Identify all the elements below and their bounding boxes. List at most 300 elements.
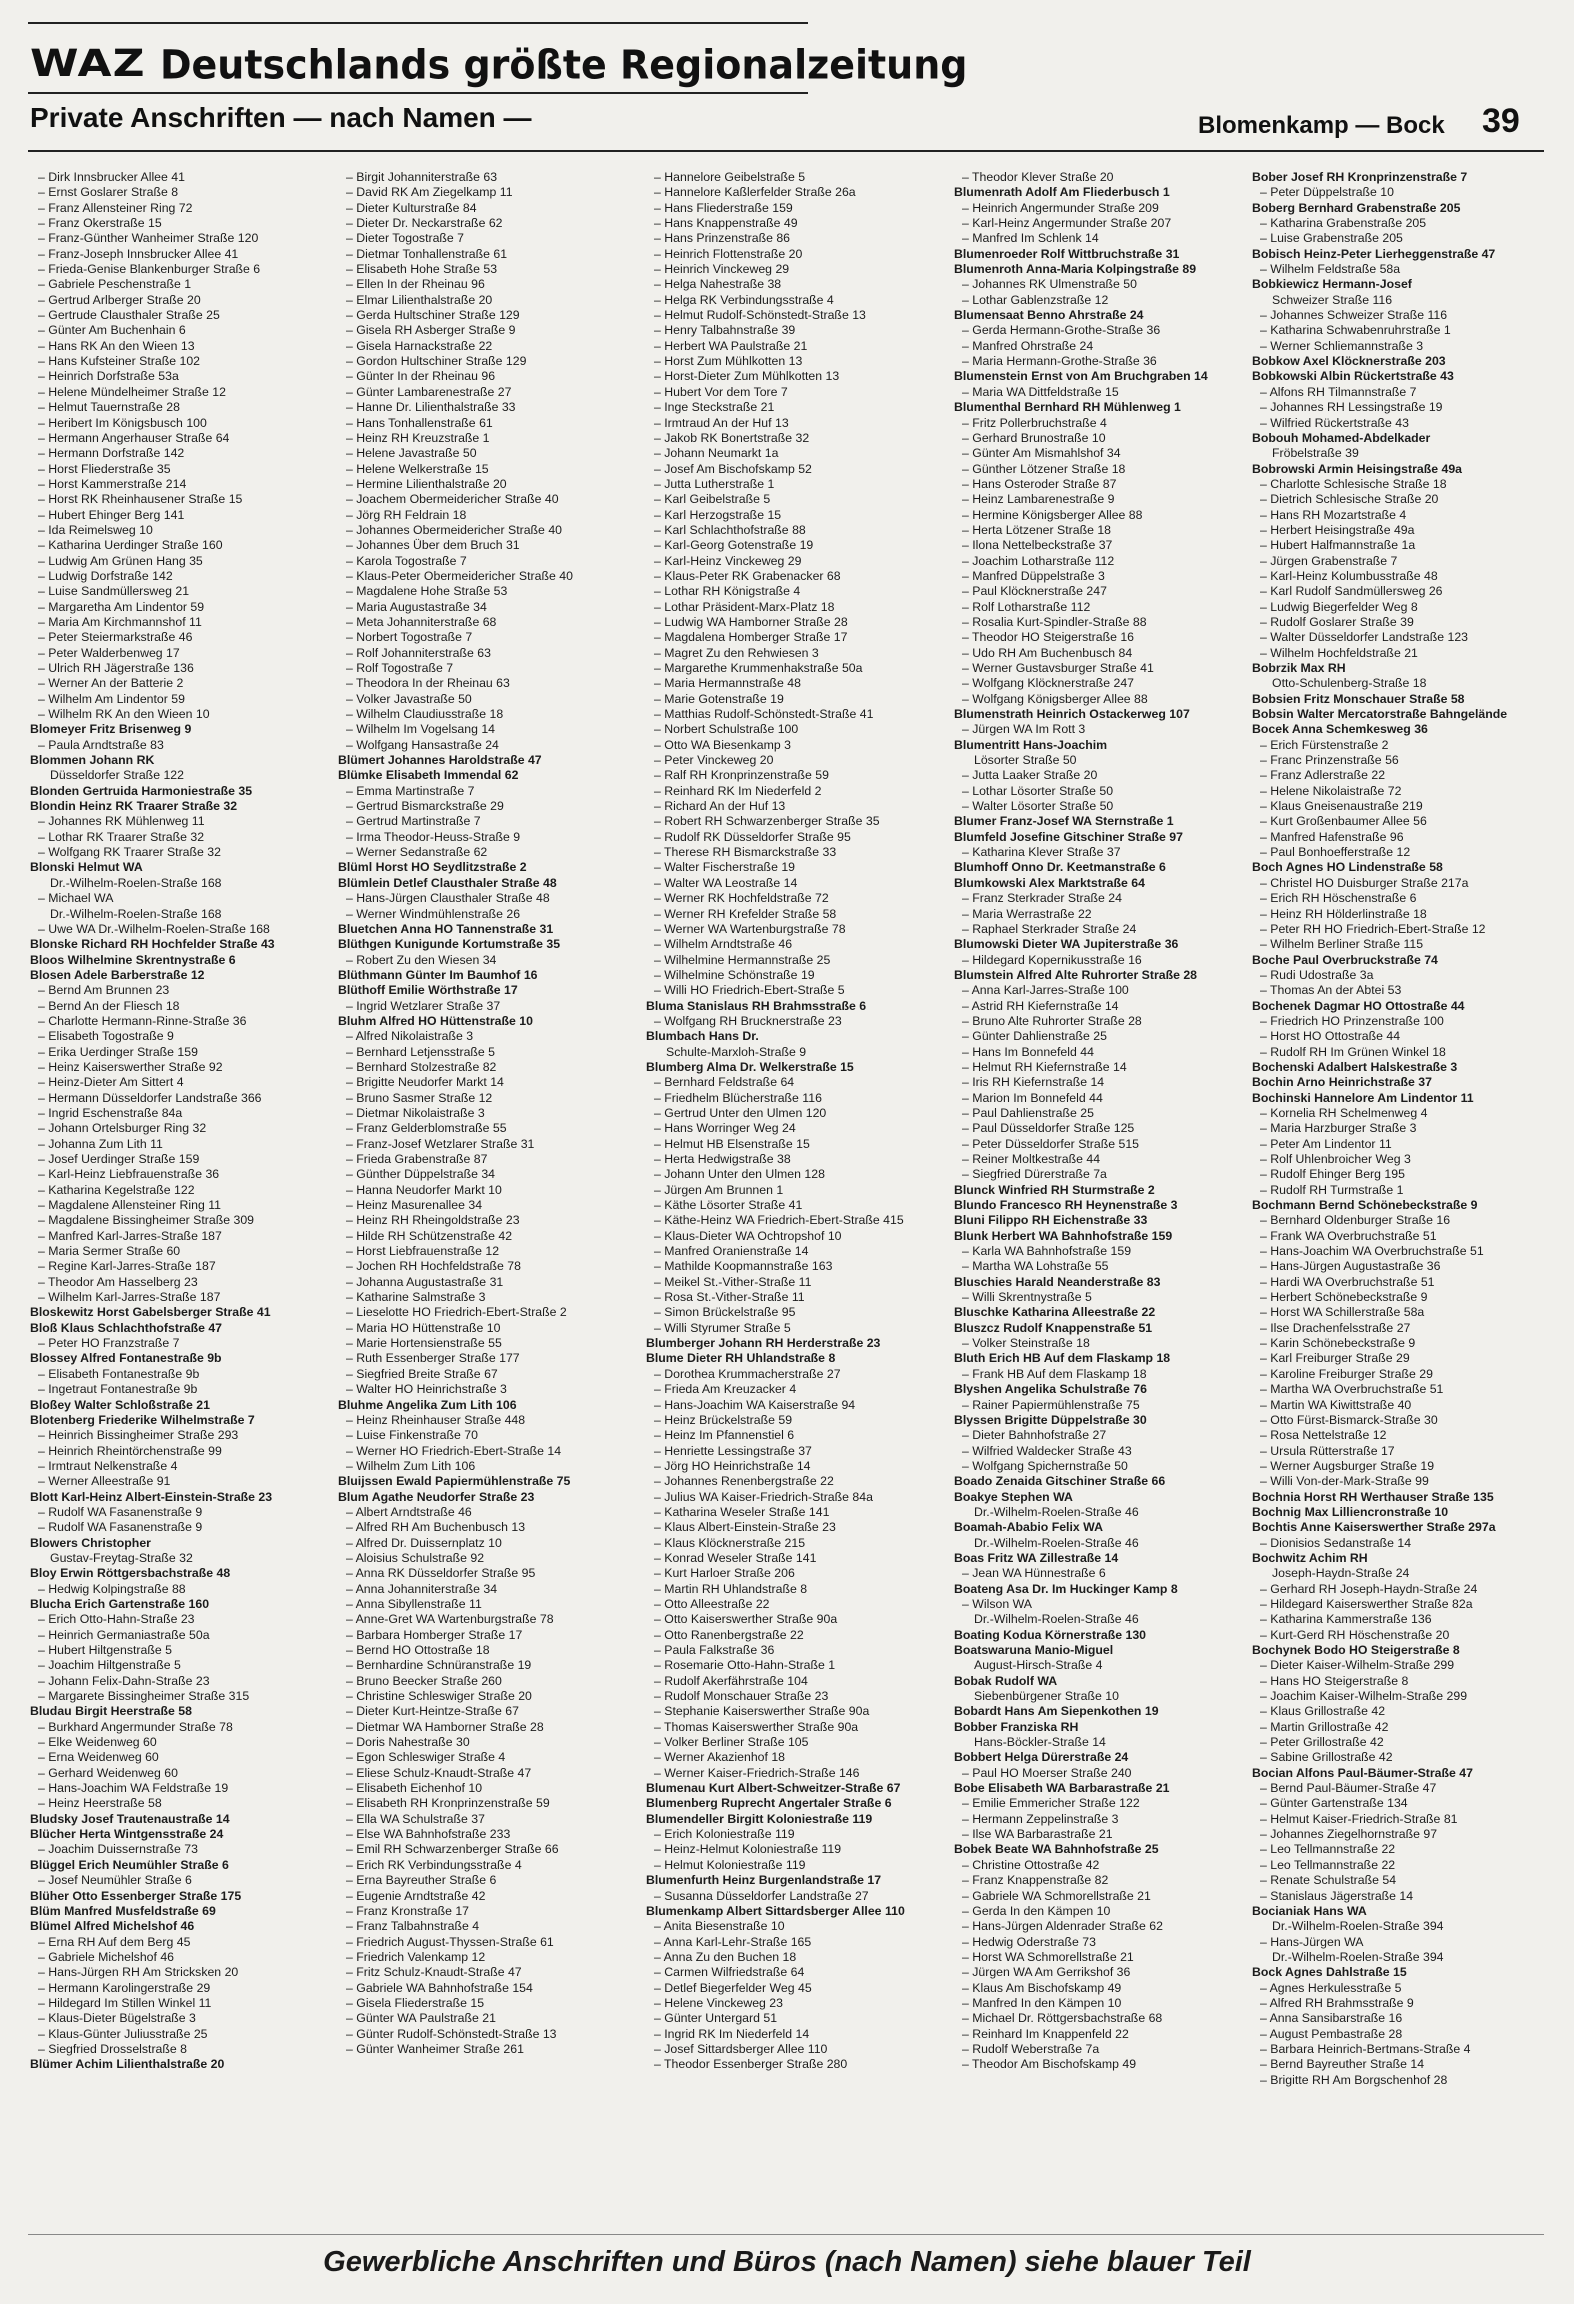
listing-entry: – Bernhardine Schnüranstraße 19: [346, 1658, 532, 1673]
listing-entry: Blüm Manfred Musfeldstraße 69: [30, 1903, 216, 1918]
listing-entry: – Hilde RH Schützenstraße 42: [346, 1228, 513, 1243]
listing-entry: – Franz Sterkrader Straße 24: [962, 891, 1122, 906]
listing-entry: – Joachem Obermeidericher Straße 40: [346, 492, 559, 507]
listing-entry: Bochnig Max Lilliencronstraße 10: [1252, 1504, 1449, 1519]
listing-entry: – Elisabeth Togostraße 9: [38, 1029, 174, 1044]
listing-entry: Boado Zenaida Gitschiner Straße 66: [954, 1474, 1166, 1489]
listing-entry: – Christel HO Duisburger Straße 217a: [1260, 875, 1469, 890]
listing-entry: – Jochen RH Hochfeldstraße 78: [346, 1259, 521, 1274]
listing-entry: – Günter Dahlienstraße 25: [962, 1029, 1107, 1044]
listing-entry: – Dietmar Nikolaistraße 3: [346, 1105, 485, 1120]
listing-entry: – Günter In der Rheinau 96: [346, 369, 496, 384]
header-rule: [28, 150, 1544, 152]
listing-entry: – Franz Okerstraße 15: [38, 216, 162, 231]
listing-entry: – Irma Theodor-Heuss-Straße 9: [346, 829, 521, 844]
listing-entry: Blyshen Angelika Schulstraße 76: [954, 1382, 1147, 1397]
listing-entry: – Dieter Togostraße 7: [346, 231, 465, 246]
listing-entry: – Hermann Dorfstraße 142: [38, 446, 185, 461]
listing-entry: – Jakob RK Bonertstraße 32: [654, 430, 810, 445]
listing-entry: – Alfred RH Brahmsstraße 9: [1260, 1995, 1414, 2010]
listing-entry: – Anna Karl-Jarres-Straße 100: [962, 983, 1129, 998]
listing-entry: – Fritz Schulz-Knaudt-Straße 47: [346, 1965, 522, 1980]
listing-entry: Boating Kodua Körnerstraße 130: [954, 1627, 1147, 1642]
section-title: Private Anschriften — nach Namen —: [30, 102, 532, 133]
listing-entry: – Ernst Goslarer Straße 8: [38, 185, 179, 200]
listing-entry: – Hans-Joachim WA Kaiserstraße 94: [654, 1397, 856, 1412]
listing-entry: Bludsky Josef Trautenaustraße 14: [30, 1811, 230, 1826]
listing-entry: – Peter HO Franzstraße 7: [38, 1336, 180, 1351]
listing-entry: – Karoline Freiburger Straße 29: [1260, 1366, 1433, 1381]
listing-entry: – Henry Talbahnstraße 39: [654, 323, 796, 338]
listing-entry: August-Hirsch-Straße 4: [974, 1658, 1103, 1673]
listing-entry: – Rudolf WA Fasanenstraße 9: [38, 1520, 203, 1535]
listing-entry: Dr.-Wilhelm-Roelen-Straße 46: [974, 1535, 1139, 1550]
listing-entry: Bochin Arno Heinrichstraße 37: [1252, 1075, 1432, 1090]
listing-entry: Blott Karl-Heinz Albert-Einstein-Straße 23: [30, 1489, 273, 1504]
listing-entry: – Rudi Udostraße 3a: [1260, 967, 1374, 982]
listing-entry: – Helmut RH Kiefernstraße 14: [962, 1059, 1127, 1074]
listing-entry: – Maria Werrastraße 22: [962, 906, 1092, 921]
listing-entry: – Christine Ottostraße 42: [962, 1857, 1100, 1872]
listing-entry: – Walter WA Leostraße 14: [654, 875, 798, 890]
listing-entry: – Stephanie Kaiserswerther Straße 90a: [654, 1704, 870, 1719]
listing-entry: – Wilhelm Hochfeldstraße 21: [1260, 645, 1418, 660]
listing-entry: Blossey Alfred Fontanestraße 9b: [30, 1351, 222, 1366]
listing-entry: Blumstein Alfred Alte Ruhrorter Straße 28: [954, 967, 1198, 982]
listing-entry: – Joachim Duissernstraße 73: [38, 1842, 198, 1857]
listing-entry: – Rainer Papiermühlenstraße 75: [962, 1397, 1140, 1412]
listing-entry: – Wilhelm Zum Lith 106: [346, 1458, 476, 1473]
listing-entry: – Fritz Pollerbruchstraße 4: [962, 415, 1107, 430]
listing-entry: Bloßey Walter Schloßstraße 21: [30, 1397, 210, 1412]
listing-entry: – Hans Tonhallenstraße 61: [346, 415, 493, 430]
listing-entry: – Rudolf RK Düsseldorfer Straße 95: [654, 829, 851, 844]
listing-entry: – Emma Martinstraße 7: [346, 783, 475, 798]
listing-entry: Blumentritt Hans-Joachim: [954, 737, 1108, 752]
listing-entry: – Hubert Halfmannstraße 1a: [1260, 538, 1416, 553]
listing-entry: – Brigitte RH Am Borgschenhof 28: [1260, 2072, 1448, 2087]
listing-entry: – Karl Herzogstraße 15: [654, 507, 782, 522]
listing-entry: – Hans-Jürgen Clausthaler Straße 48: [346, 891, 550, 906]
listing-entry: – Rudolf RH Turmstraße 1: [1260, 1182, 1404, 1197]
listing-entry: – Marie Gotenstraße 19: [654, 691, 784, 706]
listing-entry: – Katharina Uerdinger Straße 160: [38, 538, 223, 553]
listing-entry: Blondin Heinz RK Traarer Straße 32: [30, 799, 238, 814]
listing-entry: – Thomas Kaiserswerther Straße 90a: [654, 1719, 859, 1734]
listing-entry: – Gertrud Martinstraße 7: [346, 814, 481, 829]
listing-entry: – Jutta Lutherstraße 1: [654, 476, 775, 491]
listing-entry: – Manfred Im Schlenk 14: [962, 231, 1099, 246]
listing-entry: – Joachim Hiltgenstraße 5: [38, 1658, 181, 1673]
listing-entry: – Franz Talbahnstraße 4: [346, 1919, 480, 1934]
listing-entry: – Anna RK Düsseldorfer Straße 95: [346, 1566, 536, 1581]
listing-entry: – Bernhard Letjensstraße 5: [346, 1044, 496, 1059]
listing-entry: – Ilse Drachenfelsstraße 27: [1260, 1320, 1411, 1335]
listing-entry: – Wolfgang Klöcknerstraße 247: [962, 676, 1135, 691]
listing-entry: – Bernhard Feldstraße 64: [654, 1075, 795, 1090]
listing-entry: – Walter HO Heinrichstraße 3: [346, 1382, 507, 1397]
listing-entry: Blumenstein Ernst von Am Bruchgraben 14: [954, 369, 1208, 384]
listing-entry: Blonden Gertruida Harmoniestraße 35: [30, 783, 253, 798]
listing-entry: Bluschke Katharina Alleestraße 22: [954, 1305, 1156, 1320]
listing-entry: – Ludwig Am Grünen Hang 35: [38, 553, 203, 568]
listing-entry: – Werner Sedanstraße 62: [346, 845, 488, 860]
listing-entry: – Horst Kammerstraße 214: [38, 476, 187, 491]
listing-entry: – Werner RH Krefelder Straße 58: [654, 906, 837, 921]
listing-entry: – Siegfried Drosselstraße 8: [38, 2041, 187, 2056]
listing-entry: – Michael WA: [38, 891, 114, 906]
listing-entry: – Magdalena Homberger Straße 17: [654, 630, 848, 645]
listing-entry: – Klaus Albert-Einstein-Straße 23: [654, 1520, 836, 1535]
listing-entry: – Hans Prinzenstraße 86: [654, 231, 791, 246]
listing-entry: – Peter RH HO Friedrich-Ebert-Straße 12: [1260, 921, 1486, 936]
listing-entry: Bocian Alfons Paul-Bäumer-Straße 47: [1252, 1765, 1473, 1780]
listing-entry: – Willi Skrentnystraße 5: [962, 1290, 1092, 1305]
listing-entry: – Erich RH Höschenstraße 6: [1260, 891, 1417, 906]
listing-entry: – Gisela RH Asberger Straße 9: [346, 323, 516, 338]
listing-entry: Dr.-Wilhelm-Roelen-Straße 168: [50, 875, 222, 890]
listing-entry: Blüthmann Günter Im Baumhof 16: [338, 967, 538, 982]
listing-entry: – Franz Kronstraße 17: [346, 1903, 470, 1918]
listing-entry: – Charlotte Schlesische Straße 18: [1260, 476, 1447, 491]
listing-entry: – Rosa Nettelstraße 12: [1260, 1428, 1387, 1443]
listing-entry: – Heinrich Bissingheimer Straße 293: [38, 1428, 239, 1443]
listing-entry: – Ilona Nettelbeckstraße 37: [962, 538, 1113, 553]
listing-entry: – Paul HO Moerser Straße 240: [962, 1765, 1132, 1780]
listing-entry: – Simon Brückelstraße 95: [654, 1305, 796, 1320]
listing-entry: – Ludwig Biegerfelder Weg 8: [1260, 599, 1418, 614]
listing-entry: – Karl Freiburger Straße 29: [1260, 1351, 1410, 1366]
listing-entry: Blosen Adele Barberstraße 12: [30, 967, 205, 982]
listing-entry: – Gertrud Arlberger Straße 20: [38, 292, 201, 307]
listing-entry: – Hanne Dr. Lilienthalstraße 33: [346, 400, 516, 415]
listing-entry: Blumberg Alma Dr. Welkerstraße 15: [646, 1059, 854, 1074]
listing-entry: – Egon Schleswiger Straße 4: [346, 1750, 506, 1765]
listing-entry: – Albert Arndtstraße 46: [346, 1504, 472, 1519]
listing-entry: – Charlotte Hermann-Rinne-Straße 36: [38, 1013, 247, 1028]
listing-entry: – Heinz RH Kreuzstraße 1: [346, 430, 490, 445]
listing-entry: – Karla WA Bahnhofstraße 159: [962, 1244, 1132, 1259]
listing-entry: – Heinrich Dorfstraße 53a: [38, 369, 179, 384]
listing-entry: – Anita Biesenstraße 10: [654, 1919, 785, 1934]
listing-entry: – Gerda Hermann-Grothe-Straße 36: [962, 323, 1161, 338]
listing-entry: Boberg Bernhard Grabenstraße 205: [1252, 200, 1461, 215]
listing-entry: Blumfeld Josefine Gitschiner Straße 97: [954, 829, 1183, 844]
listing-entry: – Günter Untergard 51: [654, 2011, 778, 2026]
listing-entry: – Else WA Bahnhofstraße 233: [346, 1827, 511, 1842]
listing-entry: – Magdalene Bissingheimer Straße 309: [38, 1213, 255, 1228]
listing-entry: Blomeyer Fritz Brisenweg 9: [30, 722, 192, 737]
listing-entry: Boatswaruna Manio-Miguel: [954, 1643, 1114, 1657]
listing-entry: – Manfred Hafenstraße 96: [1260, 829, 1404, 844]
listing-entry: – Meta Johanniterstraße 68: [346, 614, 497, 629]
listing-entry: – Günter Gartenstraße 134: [1260, 1796, 1408, 1811]
listing-entry: – Christine Schleswiger Straße 20: [346, 1689, 532, 1704]
listing-entry: – Jürgen WA Am Gerrikshof 36: [962, 1965, 1131, 1980]
listing-entry: – Wilhelm Feldstraße 58a: [1260, 262, 1401, 277]
listing-entry: Blumberger Johann RH Herderstraße 23: [646, 1336, 881, 1351]
listing-entry: – Hanna Neudorfer Markt 10: [346, 1182, 502, 1197]
listing-entry: – Helmut Rudolf-Schönstedt-Straße 13: [654, 308, 866, 323]
listing-entry: – Kurt Harloer Straße 206: [654, 1566, 795, 1581]
listing-entry: Schulte-Marxloh-Straße 9: [666, 1044, 807, 1059]
top-rule: [28, 22, 808, 24]
listing-entry: – Josef Uerdinger Straße 159: [38, 1152, 200, 1166]
listing-entry: – Doris Nahestraße 30: [346, 1735, 470, 1750]
listing-entry: – Frieda Grabenstraße 87: [346, 1152, 488, 1166]
listing-entry: – Anna Zu den Buchen 18: [654, 1949, 797, 1964]
listing-entry: Bochnia Horst RH Werthauser Straße 135: [1252, 1489, 1494, 1504]
listing-entry: Dr.-Wilhelm-Roelen-Straße 394: [1272, 1949, 1444, 1964]
listing-entry: – Katharina Weseler Straße 141: [654, 1504, 830, 1519]
listing-entry: – Alfred Nikolaistraße 3: [346, 1029, 474, 1044]
listing-entry: – Siegfried Breite Straße 67: [346, 1366, 498, 1381]
listing-entry: Bobek Beate WA Bahnhofstraße 25: [954, 1842, 1159, 1857]
listing-column-4: [954, 170, 1236, 2230]
listing-entry: Hans-Böckler-Straße 14: [974, 1735, 1106, 1750]
listing-entry: Blüthoff Emilie Wörthstraße 17: [338, 983, 518, 998]
listing-entry: – Peter Walderbenweg 17: [38, 645, 180, 660]
listing-entry: – Dionisios Sedanstraße 14: [1260, 1535, 1412, 1550]
listing-entry: Bloos Wilhelmine Skrentnystraße 6: [30, 952, 236, 967]
listing-entry: – Iris RH Kiefernstraße 14: [962, 1075, 1105, 1090]
listing-entry: Bluetchen Anna HO Tannenstraße 31: [338, 921, 554, 936]
listing-entry: – Hermann Düsseldorfer Landstraße 366: [38, 1090, 262, 1105]
listing-column-2: [338, 170, 620, 2230]
listing-entry: – Thomas An der Abtei 53: [1260, 983, 1402, 998]
listing-entry: Boche Paul Overbruckstraße 74: [1252, 952, 1438, 967]
listing-entry: – Paul Düsseldorfer Straße 125: [962, 1121, 1135, 1136]
listing-entry: – Erich Otto-Hahn-Straße 23: [38, 1612, 195, 1627]
listing-entry: – Reinhard RK Im Niederfeld 2: [654, 783, 822, 798]
listing-entry: – Walter Lösorter Straße 50: [962, 799, 1114, 814]
listing-entry: – August Pembastraße 28: [1260, 2026, 1403, 2041]
listing-entry: – Rudolf RH Im Grünen Winkel 18: [1260, 1044, 1446, 1059]
listing-entry: – Wilhelm Am Lindentor 59: [38, 691, 185, 706]
listing-entry: Boch Agnes HO Lindenstraße 58: [1252, 860, 1443, 875]
listing-entry: – Otto Ranenbergstraße 22: [654, 1627, 804, 1642]
listing-entry: Bobe Elisabeth WA Barbarastraße 21: [954, 1781, 1170, 1796]
listing-entry: – Matthias Rudolf-Schönstedt-Straße 41: [654, 707, 874, 722]
listing-entry: – Hans Knappenstraße 49: [654, 216, 798, 231]
listing-entry: – Erika Uerdinger Straße 159: [38, 1044, 198, 1059]
listing-entry: – Karl-Heinz Angermunder Straße 207: [962, 216, 1172, 231]
listing-entry: – Inge Steckstraße 21: [654, 400, 775, 415]
listing-entry: Bobouh Mohamed-Abdelkader: [1252, 430, 1431, 445]
listing-entry: – Dieter Kulturstraße 84: [346, 200, 477, 215]
listing-entry: – Elmar Lilienthalstraße 20: [346, 292, 493, 307]
listing-entry: – Raphael Sterkrader Straße 24: [962, 921, 1137, 936]
listing-entry: Blümke Elisabeth Immendal 62: [338, 768, 519, 783]
listing-entry: – Hermine Lilienthalstraße 20: [346, 476, 507, 491]
listing-entry: Blumendeller Birgitt Koloniestraße 119: [646, 1811, 873, 1826]
listing-entry: – Gerhard RH Joseph-Haydn-Straße 24: [1260, 1581, 1478, 1596]
listing-entry: – Wilson WA: [962, 1596, 1032, 1611]
listing-entry: – Dietmar WA Hamborner Straße 28: [346, 1719, 544, 1734]
listing-entry: – Peter Grillostraße 42: [1260, 1735, 1384, 1750]
listing-entry: – Alfred Dr. Duissernplatz 10: [346, 1535, 502, 1550]
listing-entry: – Günther Düppelstraße 34: [346, 1167, 496, 1182]
listing-entry: – Heinrich Vinckeweg 29: [654, 262, 790, 277]
listing-entry: – Heinz Rheinhauser Straße 448: [346, 1412, 526, 1427]
listing-entry: – Gerhard Brunostraße 10: [962, 430, 1106, 445]
listing-entry: – Heinrich Rheintörchenstraße 99: [38, 1443, 222, 1458]
listing-entry: – Meikel St.-Vither-Straße 11: [654, 1274, 812, 1289]
listing-entry: – Lothar RK Traarer Straße 32: [38, 829, 205, 844]
listing-entry: – Johannes Über dem Bruch 31: [346, 538, 520, 553]
listing-entry: – Theodor Am Hasselberg 23: [38, 1274, 198, 1289]
listing-entry: – Manfred Oranienstraße 14: [654, 1244, 809, 1259]
listing-entry: – Ella WA Schulstraße 37: [346, 1811, 485, 1826]
listing-entry: – Karl-Heinz Vinckeweg 29: [654, 553, 802, 568]
listing-entry: – Manfred In den Kämpen 10: [962, 1995, 1122, 2010]
listing-entry: Bluth Erich HB Auf dem Flaskamp 18: [954, 1351, 1171, 1366]
page-number: 39: [1482, 102, 1520, 140]
listing-entry: – Horst Zum Mühlkotten 13: [654, 354, 803, 369]
listing-entry: – Martha WA Lohstraße 55: [962, 1259, 1109, 1274]
listing-entry: – Heinz RH Hölderlinstraße 18: [1260, 906, 1427, 921]
listing-entry: Bloy Erwin Röttgersbachstraße 48: [30, 1566, 231, 1581]
listing-entry: Blonske Richard RH Hochfelder Straße 43: [30, 937, 275, 952]
listing-entry: – Hans Kufsteiner Straße 102: [38, 354, 200, 369]
listing-entry: Blumer Franz-Josef WA Sternstraße 1: [954, 814, 1174, 829]
listing-entry: – Uwe WA Dr.-Wilhelm-Roelen-Straße 168: [38, 921, 270, 936]
listing-columns: [30, 170, 1544, 2230]
listing-entry: – Johannes Ziegelhornstraße 97: [1260, 1827, 1438, 1842]
listing-entry: – Johanna Zum Lith 11: [38, 1136, 163, 1151]
listing-entry: – Klaus Gneisenaustraße 219: [1260, 799, 1423, 814]
listing-entry: – Klaus Am Bischofskamp 49: [962, 1980, 1122, 1995]
listing-entry: – Gertrud Bismarckstraße 29: [346, 799, 504, 814]
listing-entry: – Peter Düsseldorfer Straße 515: [962, 1136, 1140, 1151]
listing-entry: – Anna Karl-Lehr-Straße 165: [654, 1934, 812, 1949]
listing-entry: – Werner Augsburger Straße 19: [1260, 1458, 1435, 1473]
listing-entry: Blüggel Erich Neumühler Straße 6: [30, 1857, 229, 1872]
listing-entry: – Robert Zu den Wiesen 34: [346, 952, 497, 967]
listing-entry: – Heribert Im Königsbusch 100: [38, 415, 207, 430]
listing-entry: – Theodor HO Steigerstraße 16: [962, 630, 1135, 645]
listing-entry: – Karin Schönebeckstraße 9: [1260, 1336, 1416, 1351]
listing-entry: – Siegfried Dürerstraße 7a: [962, 1167, 1107, 1182]
listing-entry: – Lothar RH Königstraße 4: [654, 584, 801, 599]
listing-entry: – Paul Bonhoefferstraße 12: [1260, 845, 1411, 860]
masthead-claim: Deutschlands größte Regionalzeitung: [159, 41, 968, 89]
listing-entry: – Ilse WA Barbarastraße 21: [962, 1827, 1113, 1842]
listing-entry: – Günter Lambarenestraße 27: [346, 384, 512, 399]
listing-entry: – Otto Alleestraße 22: [654, 1596, 770, 1611]
listing-entry: – Werner Gustavsburger Straße 41: [962, 661, 1154, 675]
listing-entry: Blüthgen Kunigunde Kortumstraße 35: [338, 937, 561, 952]
listing-entry: – Regine Karl-Jarres-Straße 187: [38, 1259, 216, 1274]
listing-entry: Bochmann Bernd Schönebeckstraße 9: [1252, 1198, 1478, 1213]
listing-entry: Blumenfurth Heinz Burgenlandstraße 17: [646, 1873, 882, 1888]
listing-entry: – Robert RH Schwarzenberger Straße 35: [654, 814, 880, 829]
listing-entry: – Marie Hortensienstraße 55: [346, 1336, 502, 1351]
listing-entry: Blonski Helmut WA: [30, 860, 143, 875]
listing-entry: – Dieter Kurt-Heintze-Straße 67: [346, 1704, 519, 1719]
listing-entry: Bocek Anna Schemkesweg 36: [1252, 722, 1428, 737]
listing-entry: – Klaus-Dieter WA Ochtropshof 10: [654, 1228, 842, 1243]
listing-entry: – Hans-Joachim WA Overbruchstraße 51: [1260, 1244, 1484, 1259]
listing-entry: Blundo Francesco RH Heynenstraße 3: [954, 1198, 1178, 1213]
listing-entry: – Kurt Großenbaumer Allee 56: [1260, 814, 1427, 829]
listing-entry: – Aloisius Schulstraße 92: [346, 1550, 485, 1565]
listing-entry: – Rolf Lotharstraße 112: [962, 599, 1091, 614]
listing-entry: – Bernhard Stolzestraße 82: [346, 1059, 497, 1074]
listing-entry: – Gabriele Michelshof 46: [38, 1949, 175, 1964]
listing-entry: – Wilhelm Claudiusstraße 18: [346, 707, 504, 722]
listing-entry: – Dietmar Tonhallenstraße 61: [346, 246, 508, 261]
listing-entry: – Margaretha Am Lindentor 59: [38, 599, 205, 614]
listing-entry: Bobsin Walter Mercatorstraße Bahngelände: [1252, 707, 1508, 722]
listing-entry: – Hardi WA Overbruchstraße 51: [1260, 1274, 1435, 1289]
listing-entry: Blunk Herbert WA Bahnhofstraße 159: [954, 1228, 1173, 1243]
listing-entry: Lösorter Straße 50: [974, 753, 1077, 768]
listing-entry: – Barbara Heinrich-Bertmans-Straße 4: [1260, 2041, 1471, 2056]
listing-entry: – Rolf Johanniterstraße 63: [346, 645, 491, 660]
listing-entry: – Jutta Laaker Straße 20: [962, 768, 1098, 783]
listing-entry: – Dieter Dr. Neckarstraße 62: [346, 216, 503, 231]
listing-entry: – Volker Steinstraße 18: [962, 1336, 1090, 1351]
listing-entry: – Heinz Kaiserswerther Straße 92: [38, 1059, 223, 1074]
listing-entry: – Anna Sansibarstraße 16: [1260, 2011, 1403, 2026]
listing-entry: – Kurt-Gerd RH Höschenstraße 20: [1260, 1627, 1450, 1642]
listing-entry: Blumbach Hans Dr.: [646, 1029, 759, 1044]
listing-entry: – Willi Von-der-Mark-Straße 99: [1260, 1474, 1429, 1489]
listing-entry: Bobardt Hans Am Siepenkothen 19: [954, 1704, 1159, 1719]
listing-entry: – Helmut HB Elsenstraße 15: [654, 1136, 810, 1151]
listing-entry: – Therese RH Bismarckstraße 33: [654, 845, 837, 860]
listing-entry: – Hans-Jürgen RH Am Stricksken 20: [38, 1965, 239, 1980]
listing-entry: – Bernhard Oldenburger Straße 16: [1260, 1213, 1451, 1228]
listing-entry: – Joachim Kaiser-Wilhelm-Straße 299: [1260, 1689, 1468, 1704]
listing-entry: – Dorothea Krummacherstraße 27: [654, 1366, 841, 1381]
listing-entry: – Klaus-Günter Juliusstraße 25: [38, 2026, 208, 2041]
listing-entry: – Hans RK An den Wieen 13: [38, 338, 195, 353]
listing-entry: – Ruth Essenberger Straße 177: [346, 1351, 520, 1366]
listing-entry: – Gerda Hultschiner Straße 129: [346, 308, 520, 323]
listing-entry: – Jörg RH Feldrain 18: [346, 507, 467, 522]
listing-entry: – Heinz Im Pfannenstiel 6: [654, 1428, 795, 1443]
listing-entry: – Margarethe Krummenhakstraße 50a: [654, 661, 863, 675]
listing-entry: – Horst Fliederstraße 35: [38, 461, 171, 476]
listing-entry: – Kornelia RH Schelmenweg 4: [1260, 1105, 1428, 1120]
listing-entry: – Hildegard Im Stillen Winkel 11: [38, 1995, 212, 2010]
listing-entry: Dr.-Wilhelm-Roelen-Straße 168: [50, 906, 222, 921]
listing-entry: – Johannes RK Mühlenweg 11: [38, 814, 205, 829]
listing-entry: – Ludwig WA Hamborner Straße 28: [654, 614, 848, 629]
listing-entry: Blumenberg Ruprecht Angertaler Straße 6: [646, 1796, 892, 1811]
listing-entry: – Otto WA Biesenkamp 3: [654, 737, 791, 752]
listing-entry: – Johannes Obermeidericher Straße 40: [346, 522, 562, 537]
listing-entry: – Wilfried Waldecker Straße 43: [962, 1443, 1132, 1458]
listing-entry: – Maria WA Dittfeldstraße 15: [962, 384, 1119, 399]
listing-entry: – Paul Dahlienstraße 25: [962, 1105, 1094, 1120]
listing-entry: – Anna Sibyllenstraße 11: [346, 1596, 482, 1611]
listing-entry: – Ellen In der Rheinau 96: [346, 277, 485, 292]
listing-entry: – Johann Felix-Dahn-Straße 23: [38, 1673, 210, 1688]
listing-entry: – Hans-Jürgen Augustastraße 36: [1260, 1259, 1441, 1274]
listing-entry: – Bernd HO Ottostraße 18: [346, 1643, 490, 1657]
listing-entry: – Udo RH Am Buchenbusch 84: [962, 645, 1133, 660]
listing-entry: Bochenski Adalbert Halskestraße 3: [1252, 1059, 1458, 1074]
listing-entry: – Peter Düppelstraße 10: [1260, 185, 1394, 200]
listing-entry: – Franz Knappenstraße 82: [962, 1873, 1109, 1888]
listing-entry: – Jürgen Grabenstraße 7: [1260, 553, 1398, 568]
listing-entry: – Dietrich Schlesische Straße 20: [1260, 492, 1439, 507]
listing-entry: – Franz Gelderblomstraße 55: [346, 1121, 507, 1136]
listing-entry: Blümert Johannes Haroldstraße 47: [338, 753, 542, 768]
